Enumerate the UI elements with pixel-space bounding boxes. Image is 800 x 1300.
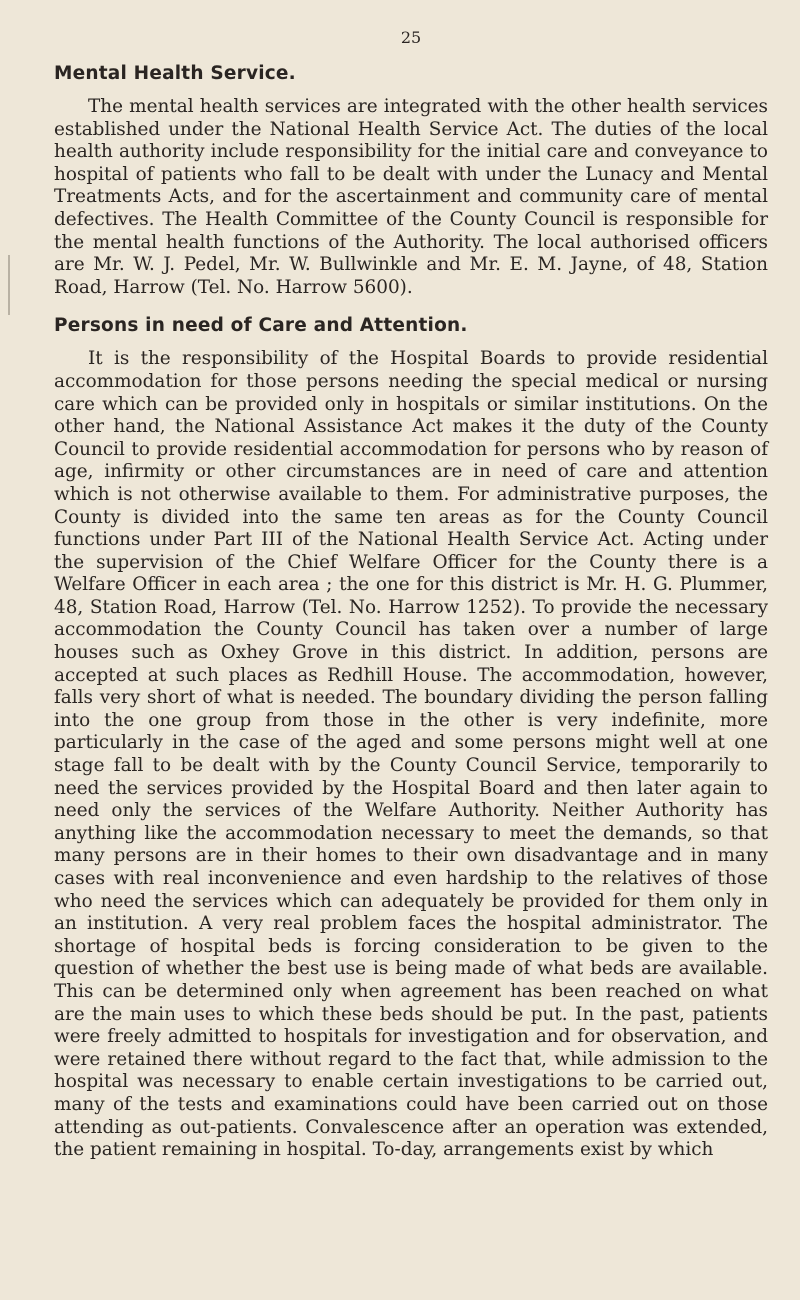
section-mental-health-service bbox=[54, 63, 768, 299]
page-number: 25 bbox=[400, 28, 422, 47]
margin-mark bbox=[8, 255, 10, 315]
section-heading: Persons in need of Care and Attention. bbox=[54, 315, 468, 337]
paragraph: The mental health services are integrated with the other health services established under the National Health Service Act. The duties of the local health authority include responsibility for the initial care and conveyance to hospital of patients who fall to be dealt with under the Lunacy and Mental Treatments Acts, and for the ascertainment and community care of mental defectives. The Health Committee of the County Council is responsible for the mental health functions of the Authority. The local authorised officers are Mr. W. J. Pedel, Mr. W. Bullwinkle and Mr. E. M. Jayne, of 48, Station Road, Harrow (Tel. No. Harrow 5600). bbox=[54, 96, 768, 298]
paragraph: It is the responsibility of the Hospital Boards to provide residential accommodation for those persons needing the special medical or nursing care which can be provided only in hospitals or similar institutions. On the other hand, the National Assistance Act makes it the duty of the County Council to provide residential accommodation for persons who by reason of age, infirmity or other circumstances are in need of care and attention which is not otherwise available to them. For administrative purposes, the County is divided into the same ten areas as for the County Council functions under Part III of the National Health Service Act. Acting under the supervision of the Chief Welfare Officer for the County there is a Welfare Officer in each area ; the one for this district is Mr. H. G. Plummer, 48, Station Road, Harrow (Tel. No. Harrow 1252). To provide the necessary accommodation the County Council has taken over a number of large houses such as Oxhey Grove in this district. In addition, persons are accepted at such places as Redhill House. The accommodation, however, falls very short of what is needed. The boundary dividing the person falling into the one group from those in the other is very indefinite, more particularly in the case of the aged and some persons might well at one stage fall to be dealt with by the County Council Service, temporarily to need the services provided by the Hospital Board and then later again to need only the services of the Welfare Authority. Neither Authority has anything like the accommodation necessary to meet the demands, so that many persons are in their homes to their own disadvantage and in many cases with real inconvenience and even hardship to the relatives of those who need the services which can adequately be provided for them only in an institution. A very real problem faces the hospital administrator. The shortage of hospital beds is forcing consideration to be given to the question of whether the best use is being made of what beds are available. This can be determined only when agreement has been reached on what are the main uses to which these beds should be put. In the past, patients were freely admitted to hospitals for investigation and for observation, and were retained there without regard to the fact that, while admission to the hospital was necessary to enable certain investigations to be carried out, many of the tests and examinations could have been carried out on those attending as out-patients. Convalescence after an operation was extended, the patient remaining in hospital. To-day, arrangements exist by which bbox=[54, 348, 768, 1161]
section-persons-in-need-of-care bbox=[54, 315, 768, 1161]
section-heading: Mental Health Service. bbox=[54, 63, 296, 84]
